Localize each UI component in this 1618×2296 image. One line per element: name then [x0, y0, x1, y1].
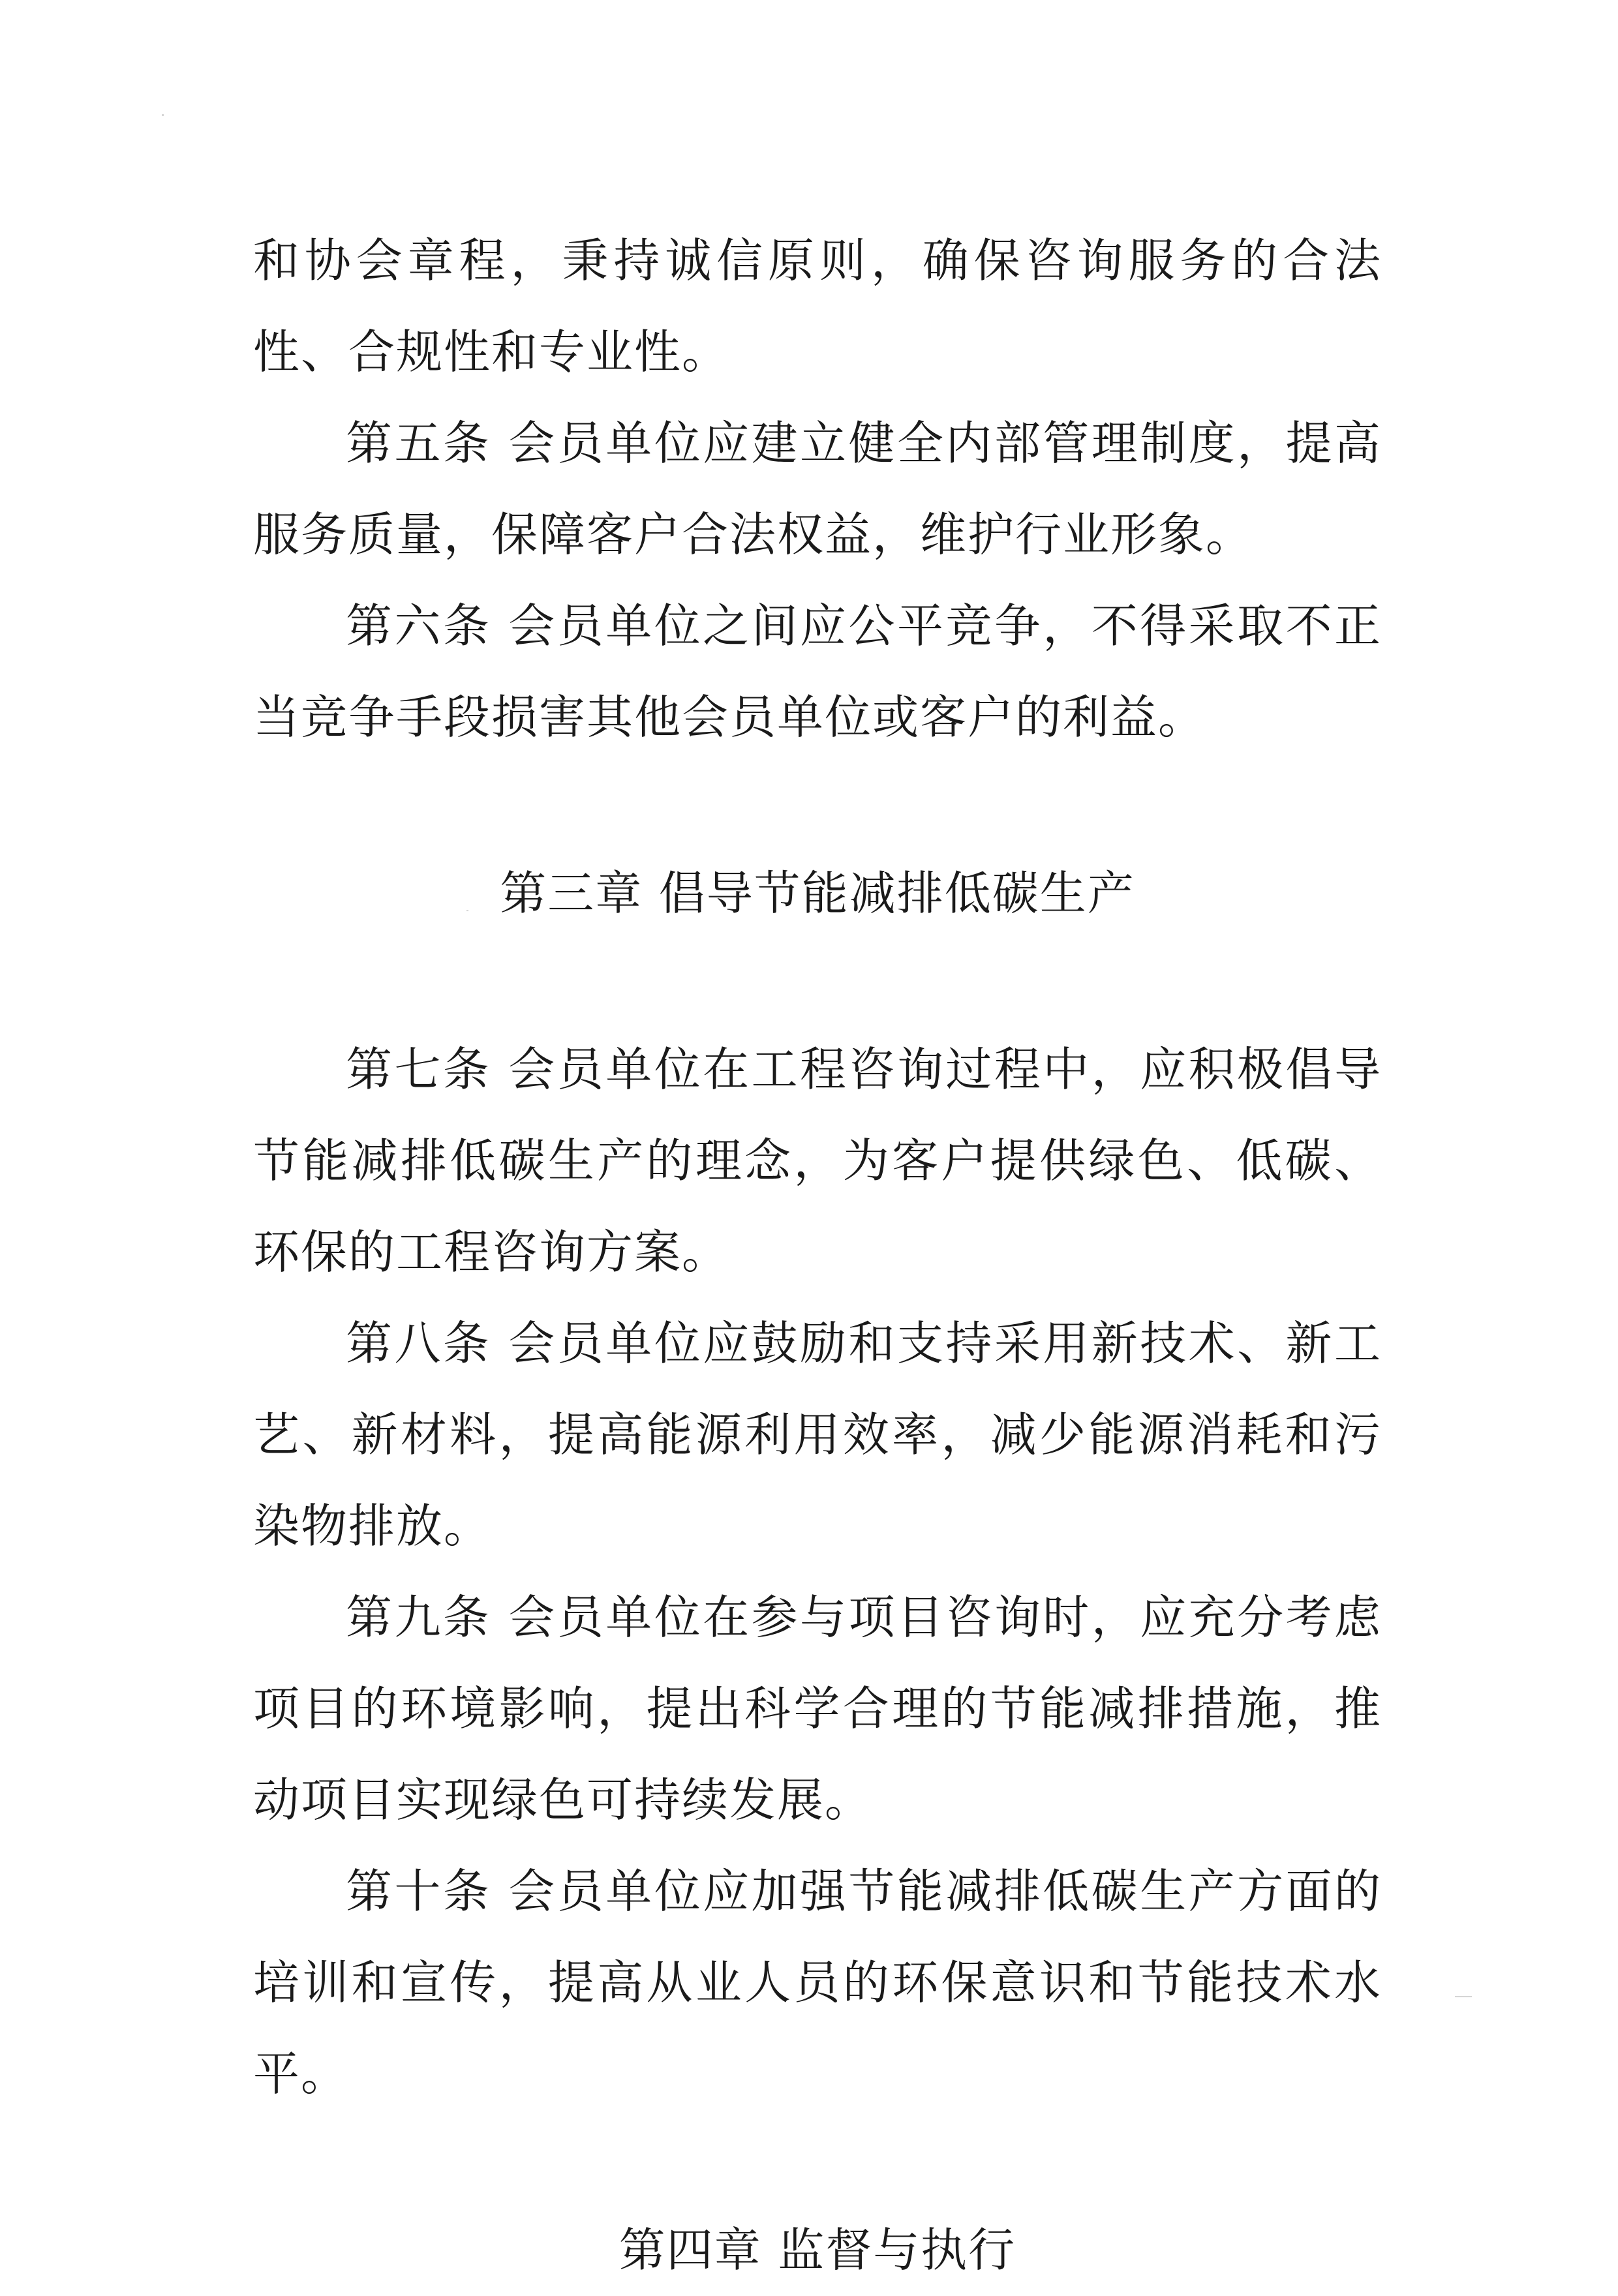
article-7: 第七条 会员单位在工程咨询过程中，应积极倡导节能减排低碳生产的理念，为客户提供绿色、低碳、环保的工程咨询方案。 [253, 1042, 1382, 1279]
spacer [253, 2120, 1382, 2205]
article-10: 第十条 会员单位应加强节能减排低碳生产方面的培训和宣传，提高从业人员的环保意识和节能技术水平。 [253, 1864, 1382, 2101]
paragraph-continuation: 和协会章程，秉持诚信原则，确保咨询服务的合法性、合规性和专业性。 [253, 234, 1382, 379]
spacer [253, 939, 1382, 1024]
chapter-3-title: 第三章 倡导节能减排低碳生产 [500, 866, 1135, 920]
article-5: 第五条 会员单位应建立健全内部管理制度，提高服务质量，保障客户合法权益，维护行业形象。 [253, 416, 1382, 562]
spacer [253, 763, 1382, 848]
article-6: 第六条 会员单位之间应公平竞争，不得采取不正当竞争手段损害其他会员单位或客户的利益。 [253, 599, 1382, 744]
article-8: 第八条 会员单位应鼓励和支持采用新技术、新工艺、新材料，提高能源利用效率，减少能源消耗和污染物排放。 [253, 1316, 1382, 1553]
article-9: 第九条 会员单位在参与项目咨询时，应充分考虑项目的环境影响，提出科学合理的节能减排措施，推动项目实现绿色可持续发展。 [253, 1590, 1382, 1827]
scan-line [1455, 1996, 1472, 1997]
scan-speck [466, 910, 468, 911]
chapter-4-title: 第四章 监督与执行 [618, 2223, 1016, 2277]
scan-speck [162, 114, 164, 116]
document-body [253, 215, 1382, 2296]
